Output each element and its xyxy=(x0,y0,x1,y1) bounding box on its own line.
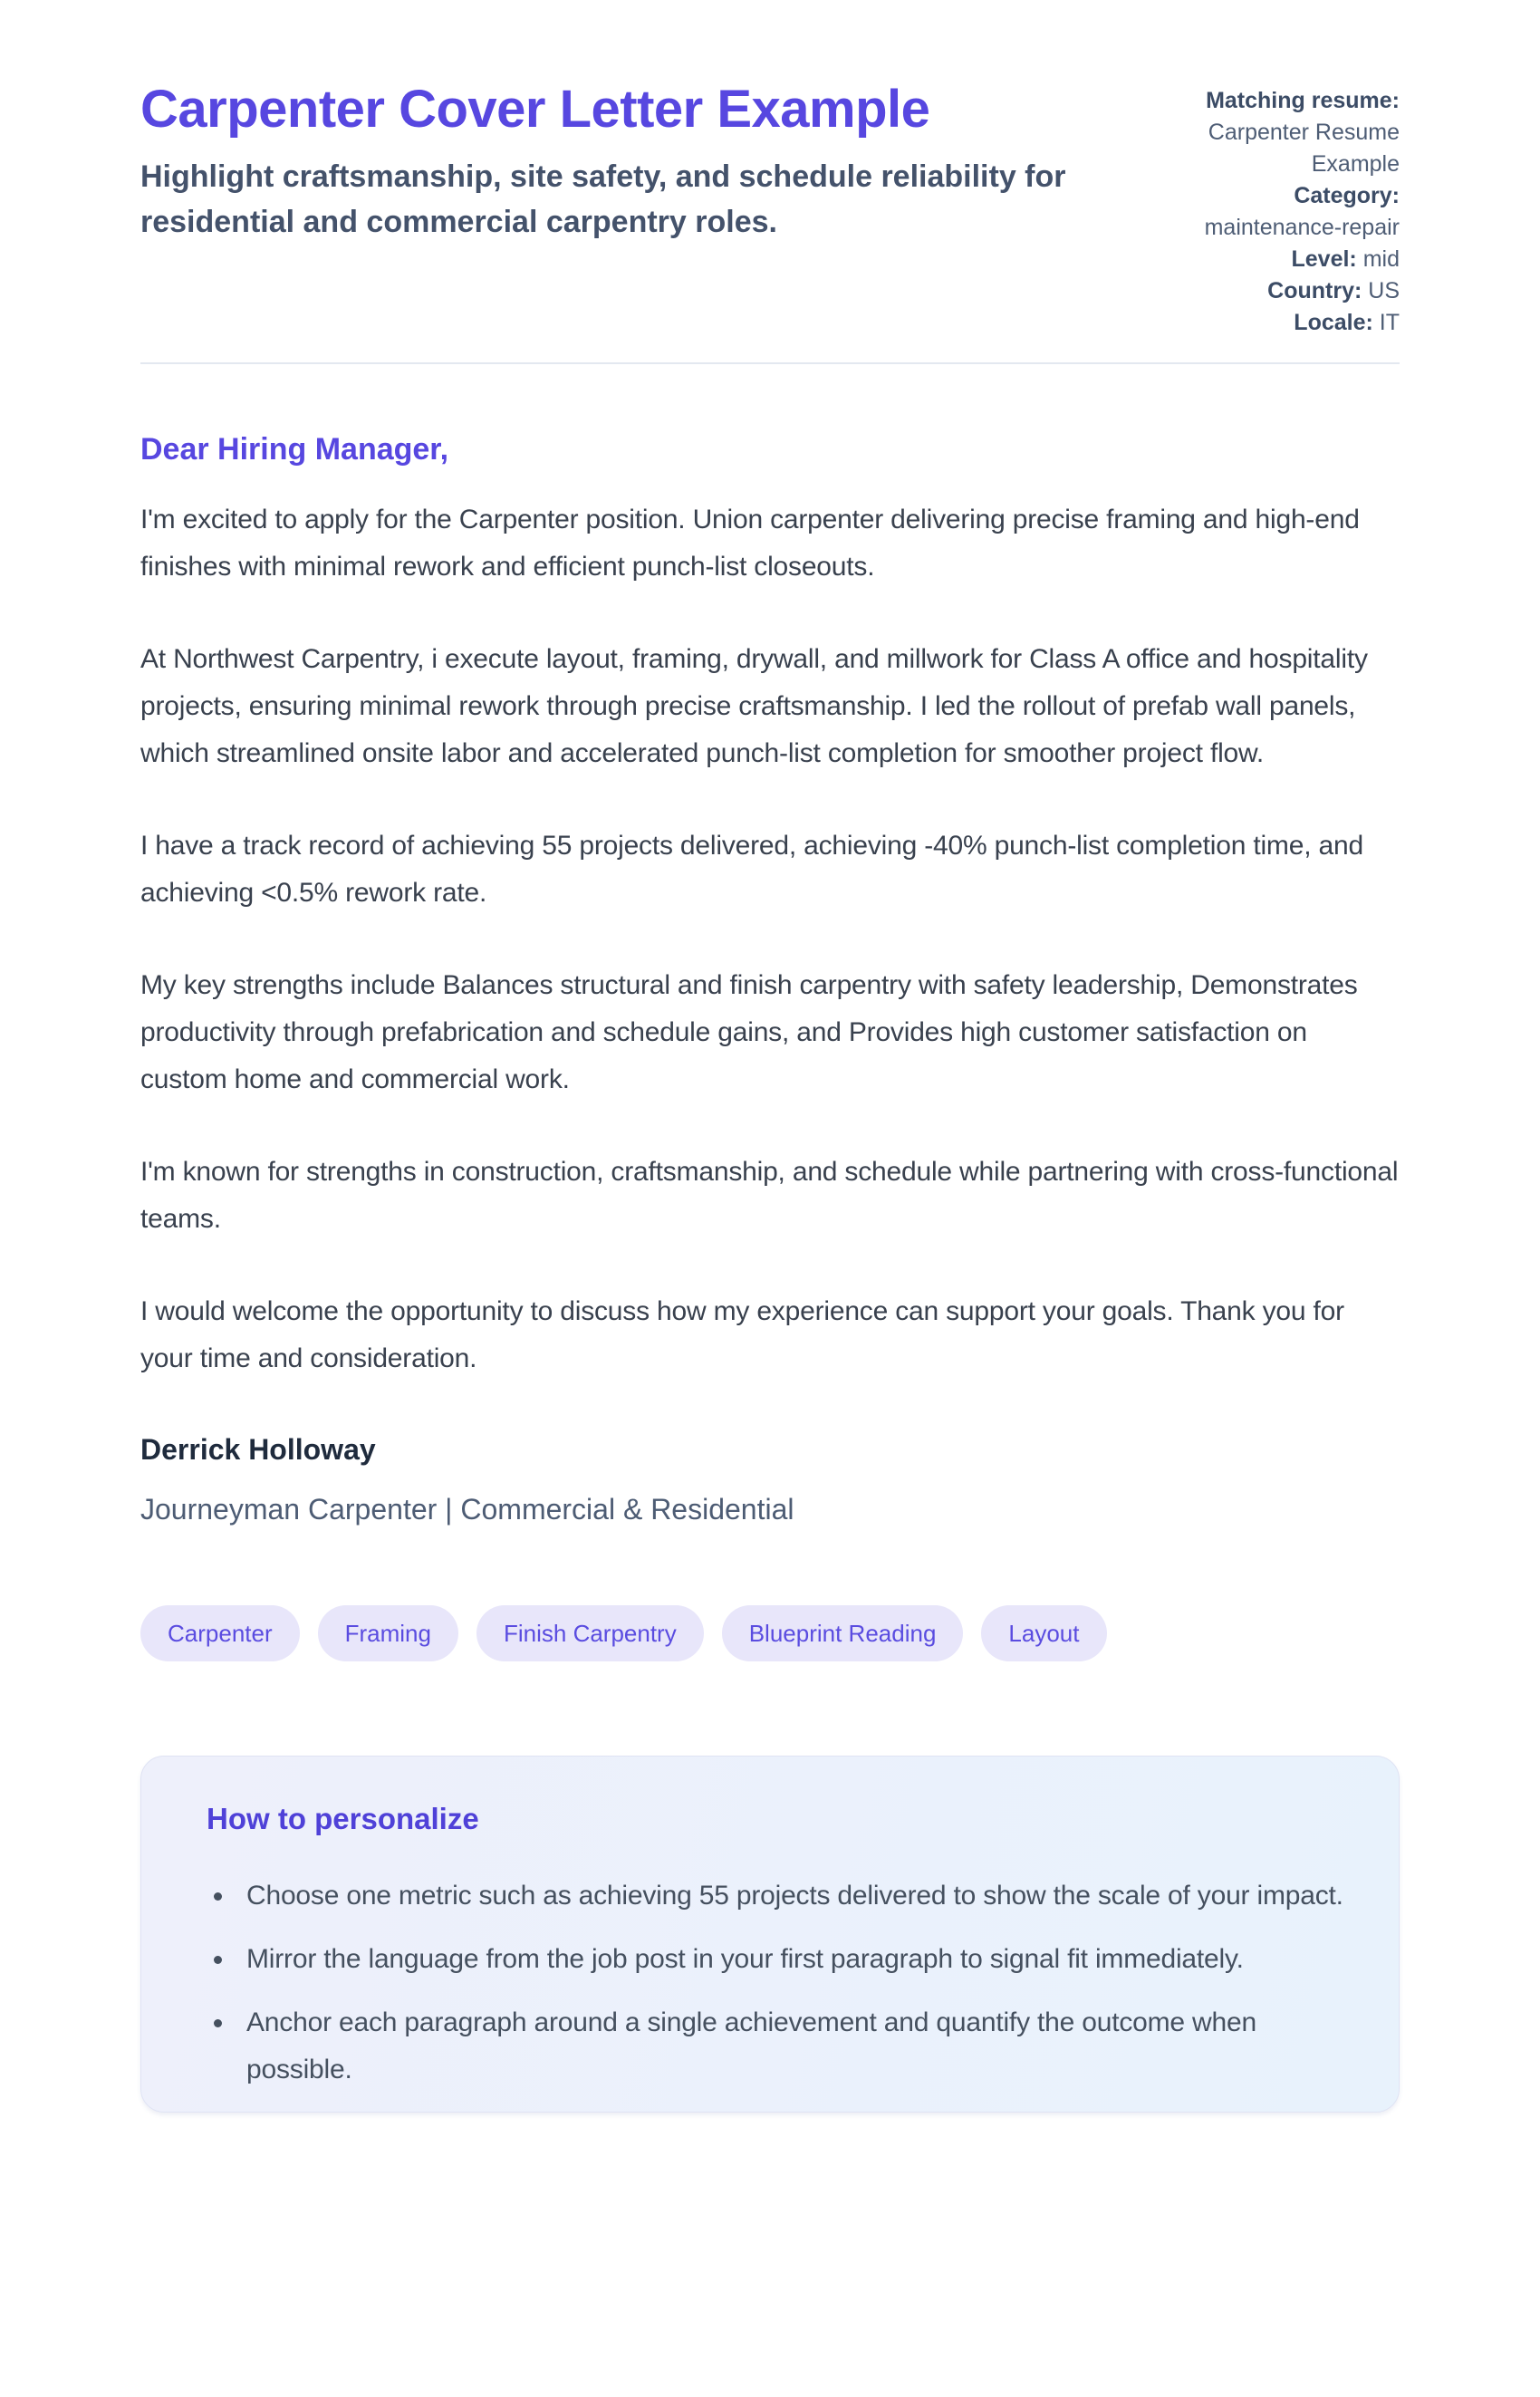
skill-tag[interactable]: Finish Carpentry xyxy=(476,1605,704,1661)
personalize-bullet: • Mirror the language from the job post in your first paragraph to signal fit immediately. xyxy=(236,1936,1346,1983)
meta-locale-label: Locale: xyxy=(1294,310,1373,335)
meta-matching-resume-label: Matching resume: xyxy=(1206,88,1400,113)
meta-matching-resume xyxy=(1128,85,1400,180)
meta-locale xyxy=(1128,307,1400,339)
personalize-list xyxy=(185,1872,1346,2094)
skill-tags xyxy=(140,1605,1400,1661)
personalize-bullet: • Anchor each paragraph around a single achievement and quantify the outcome when possible. xyxy=(236,1999,1346,2094)
meta-level xyxy=(1128,244,1400,275)
header xyxy=(140,80,1400,339)
letter-paragraph: I would welcome the opportunity to discuss how my experience can support your goals. Thank you for your time and consideration. xyxy=(140,1296,1344,1373)
skill-tag[interactable]: Framing xyxy=(318,1605,458,1661)
meta-category-label: Category: xyxy=(1294,183,1400,208)
meta-panel xyxy=(1128,80,1400,339)
meta-level-value: mid xyxy=(1362,246,1400,272)
meta-country-label: Country: xyxy=(1267,278,1362,303)
letter-greeting: Dear Hiring Manager, xyxy=(140,432,449,467)
letter-paragraph: I'm known for strengths in construction, craftsmanship, and schedule while partnering with cross-functional teams. xyxy=(140,1157,1399,1234)
signature-name: Derrick Holloway xyxy=(140,1433,376,1466)
skill-tag[interactable]: Blueprint Reading xyxy=(722,1605,964,1661)
skill-tag[interactable]: Layout xyxy=(981,1605,1106,1661)
meta-country xyxy=(1128,275,1400,307)
personalize-bullet: • Choose one metric such as achieving 55 projects delivered to show the scale of your impact. xyxy=(236,1872,1346,1920)
meta-matching-resume-value: Carpenter Resume Example xyxy=(1208,120,1400,177)
meta-category xyxy=(1128,180,1400,244)
signature-title: Journeyman Carpenter | Commercial & Residential xyxy=(140,1493,794,1526)
header-divider xyxy=(140,362,1400,364)
letter-paragraph: I have a track record of achieving 55 projects delivered, achieving -40% punch-list completion time, and achieving <0.5% rework rate. xyxy=(140,831,1363,908)
page-subtitle: Highlight craftsmanship, site safety, and schedule reliability for residential and commercial carpentry roles. xyxy=(140,159,1066,239)
page-title: Carpenter Cover Letter Example xyxy=(140,80,930,139)
letter-paragraph: At Northwest Carpentry, i execute layout, framing, drywall, and millwork for Class A office and hospitality projects, ensuring minimal rework through precise craftsmanship. I led the rollout of prefab wall panels, which streamlined onsite labor and accelerated punch-list completion for smoother project flow. xyxy=(140,644,1368,768)
meta-locale-value: IT xyxy=(1379,310,1400,335)
personalize-box xyxy=(140,1756,1400,2113)
header-title-block xyxy=(140,80,1092,245)
letter-paragraph: My key strengths include Balances structural and finish carpentry with safety leadership, Demonstrates productivity through prefabrication and schedule gains, and Provides high customer satisfaction on custom home and commercial work. xyxy=(140,970,1358,1094)
meta-country-value: US xyxy=(1368,278,1400,303)
personalize-heading: How to personalize xyxy=(207,1802,479,1835)
letter-paragraph: I'm excited to apply for the Carpenter position. Union carpenter delivering precise framing and high-end finishes with minimal rework and efficient punch-list closeouts. xyxy=(140,505,1360,582)
meta-level-label: Level: xyxy=(1291,246,1357,272)
skill-tag[interactable]: Carpenter xyxy=(140,1605,300,1661)
meta-category-value: maintenance-repair xyxy=(1204,215,1400,240)
